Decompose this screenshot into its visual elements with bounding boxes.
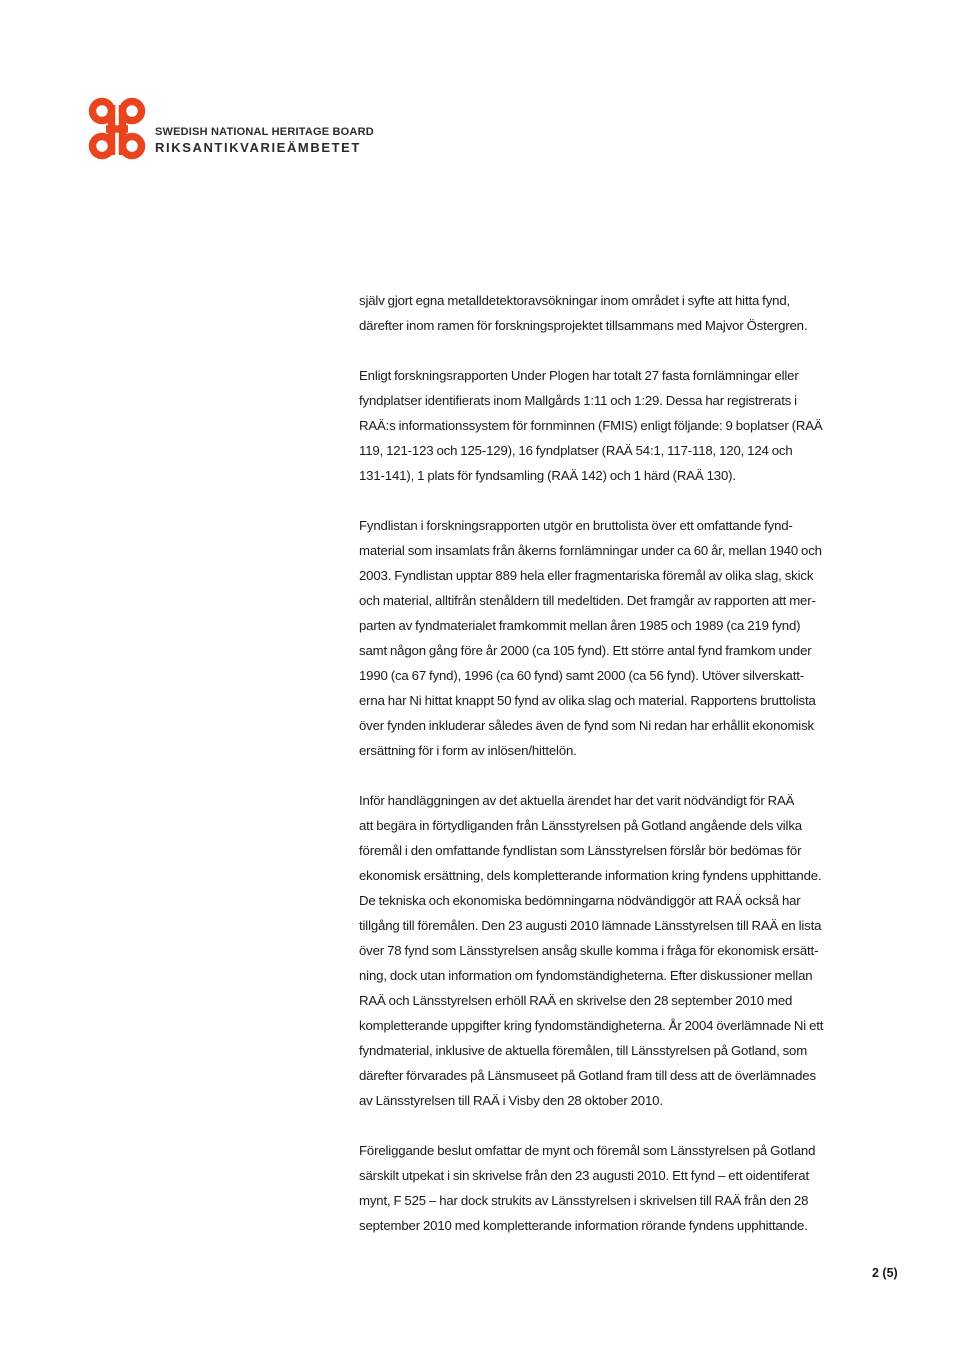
text-line: särskilt utpekat i sin skrivelse från den 23 augusti 2010. Ett fynd – ett oidentiferat: [359, 1168, 809, 1183]
text-line: att begära in förtydliganden från Länsstyrelsen på Gotland angående dels vilka: [359, 818, 802, 833]
text-line: Föreliggande beslut omfattar de mynt och föremål som Länsstyrelsen på Gotland: [359, 1143, 816, 1158]
letter-body: [359, 288, 899, 1263]
paragraph-1: [359, 288, 899, 338]
text-line: föremål i den omfattande fyndlistan som Länsstyrelsen förslår bör bedömas för: [359, 843, 802, 858]
text-line: fyndplatser identifierats inom Mallgårds 1:11 och 1:29. Dessa har registrerats i: [359, 393, 797, 408]
text-line: parten av fyndmaterialet framkommit mellan åren 1985 och 1989 (ca 219 fynd): [359, 618, 801, 633]
text-line: därefter inom ramen för forskningsprojektet tillsammans med Majvor Östergren.: [359, 318, 808, 333]
raa-logo-icon: [88, 95, 152, 163]
text-line: och material, alltifrån stenåldern till medeltiden. Det framgår av rapporten att mer-: [359, 593, 816, 608]
text-line: Enligt forskningsrapporten Under Plogen har totalt 27 fasta fornlämningar eller: [359, 368, 799, 383]
text-line: Fyndlistan i forskningsrapporten utgör en bruttolista över ett omfattande fynd-: [359, 518, 793, 533]
org-name-english: SWEDISH NATIONAL HERITAGE BOARD: [155, 126, 374, 138]
text-line: av Länsstyrelsen till RAÄ i Visby den 28 oktober 2010.: [359, 1093, 663, 1108]
text-line: fyndmaterial, inklusive de aktuella föremålen, till Länsstyrelsen på Gotland, som: [359, 1043, 808, 1058]
text-line: 131-141), 1 plats för fyndsamling (RAÄ 142) och 1 härd (RAÄ 130).: [359, 468, 736, 483]
text-line: RAÄ och Länsstyrelsen erhöll RAÄ en skrivelse den 28 september 2010 med: [359, 993, 793, 1008]
text-line: september 2010 med kompletterande information rörande fyndens upphittande.: [359, 1218, 808, 1233]
text-line: över 78 fynd som Länsstyrelsen ansåg skulle komma i fråga för ekonomisk ersätt-: [359, 943, 819, 958]
organization-name: [155, 127, 374, 154]
text-line: tillgång till föremålen. Den 23 augusti 2010 lämnade Länsstyrelsen till RAÄ en lista: [359, 918, 822, 933]
text-line: erna har Ni hittat knappt 50 fynd av olika slag och material. Rapportens bruttolista: [359, 693, 816, 708]
text-line: kompletterande uppgifter kring fyndomständigheterna. År 2004 överlämnade Ni ett: [359, 1018, 824, 1033]
text-line: över fynden inkluderar således även de fynd som Ni redan har erhållit ekonomisk: [359, 718, 814, 733]
paragraph-3: [359, 513, 899, 763]
text-line: RAÄ:s informationssystem för fornminnen (FMIS) enligt följande: 9 boplatser (RAÄ: [359, 418, 823, 433]
text-line: samt någon gång före år 2000 (ca 105 fynd). Ett större antal fynd framkom under: [359, 643, 812, 658]
text-line: material som insamlats från åkerns fornlämningar under ca 60 år, mellan 1940 och: [359, 543, 822, 558]
text-line: 1990 (ca 67 fynd), 1996 (ca 60 fynd) samt 2000 (ca 56 fynd). Utöver silverskatt-: [359, 668, 804, 683]
paragraph-4: [359, 788, 899, 1113]
org-name-swedish: RIKSANTIKVARIEÄMBETET: [155, 140, 361, 155]
paragraph-2: [359, 363, 899, 488]
page-number: 2 (5): [872, 1266, 898, 1280]
text-line: mynt, F 525 – har dock strukits av Länsstyrelsen i skrivelsen till RAÄ från den 28: [359, 1193, 809, 1208]
text-line: Inför handläggningen av det aktuella ärendet har det varit nödvändigt för RAÄ: [359, 793, 795, 808]
paragraph-5: [359, 1138, 899, 1238]
text-line: 119, 121-123 och 125-129), 16 fyndplatser (RAÄ 54:1, 117-118, 120, 124 och: [359, 443, 793, 458]
text-line: själv gjort egna metalldetektoravsökningar inom området i syfte att hitta fynd,: [359, 293, 791, 308]
text-line: 2003. Fyndlistan upptar 889 hela eller fragmentariska föremål av olika slag, skick: [359, 568, 814, 583]
text-line: ersättning för i form av inlösen/hittelön.: [359, 743, 577, 758]
text-line: ning, dock utan information om fyndomständigheterna. Efter diskussioner mellan: [359, 968, 813, 983]
text-line: De tekniska och ekonomiska bedömningarna nödvändiggör att RAÄ också har: [359, 893, 801, 908]
text-line: ekonomisk ersättning, dels kompletterande information kring fyndens upphittande.: [359, 868, 822, 883]
text-line: därefter förvarades på Länsmuseet på Gotland fram till dess att de överlämnades: [359, 1068, 816, 1083]
